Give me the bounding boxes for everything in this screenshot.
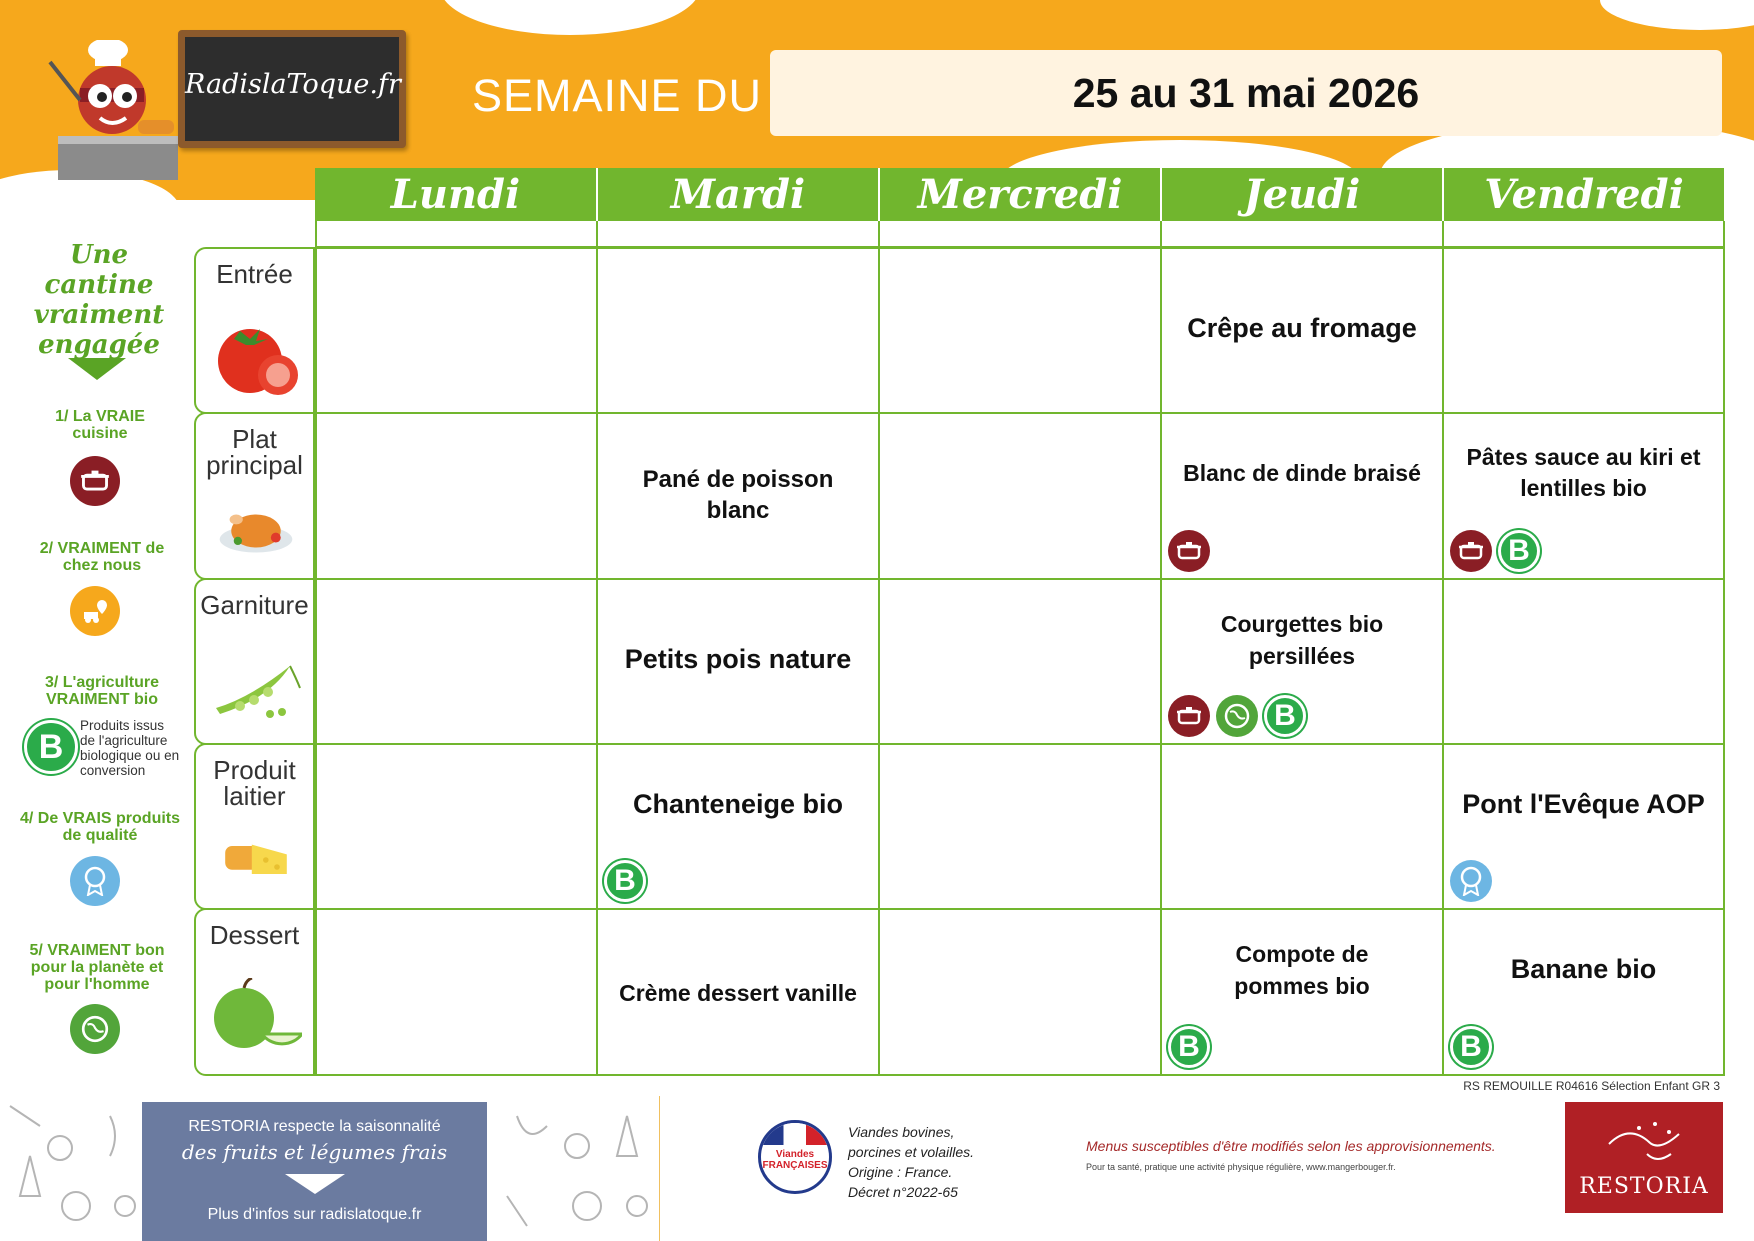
footer-divider <box>659 1096 660 1241</box>
day-subheader <box>315 221 598 248</box>
dish-name: Chanteneige bio <box>632 789 843 819</box>
dish-name: Pont l'Evêque AOP <box>1462 789 1705 819</box>
health-note: Pour ta santé, pratique une activité physique régulière, www.mangerbouger.fr. <box>1086 1162 1396 1172</box>
quality-seal-icon <box>1450 860 1492 902</box>
engagement-point-5: 5/ VRAIMENT bon pour la planète et pour l'homme <box>29 942 165 993</box>
bio-icon: B <box>1498 530 1540 572</box>
site-logo-text: RadislaToque.fr <box>185 69 401 100</box>
viandes-line: porcines et volailles. <box>848 1144 975 1160</box>
viandes-logo-text: Viandes FRANÇAISES <box>762 1149 828 1171</box>
menu-cell-mardi-entree <box>596 247 880 414</box>
dish-name: Courgettes bio persillées <box>1220 611 1384 669</box>
dish-name: Banane bio <box>1510 954 1657 984</box>
viandes-line: Origine : France. <box>848 1164 953 1180</box>
menu-cell-mardi-laitier <box>596 743 880 910</box>
day-subheader <box>1442 221 1725 248</box>
bio-note: Produits issus de l'agriculture biologique ou en conversion <box>80 718 180 778</box>
menu-cell-lundi-laitier <box>315 743 598 910</box>
category-entree <box>194 247 315 414</box>
menu-cell-lundi-plat <box>315 412 598 580</box>
viandes-info <box>848 1122 974 1202</box>
label-badges <box>1450 1026 1492 1068</box>
category-label: Plat principal <box>206 424 303 480</box>
quality-seal-icon <box>70 856 120 906</box>
pot-icon <box>70 456 120 506</box>
restoria-logo <box>1565 1102 1723 1213</box>
menu-cell-vendredi-laitier <box>1442 743 1725 910</box>
site-logo-board[interactable] <box>178 30 406 148</box>
viandes-line: Décret n°2022-65 <box>848 1184 958 1200</box>
dish-name: Compote de pommes bio <box>1234 941 1370 999</box>
category-label: Entrée <box>216 259 293 289</box>
week-range: 25 au 31 mai 2026 <box>1072 70 1420 116</box>
cheese-icon <box>210 839 302 895</box>
engagement-point-1: 1/ La VRAIE cuisine <box>55 408 145 442</box>
bio-icon: B <box>1168 1026 1210 1068</box>
category-dessert <box>194 908 315 1076</box>
category-label: Dessert <box>209 920 300 950</box>
day-header-mercredi: Mercredi <box>880 168 1162 221</box>
french-flag-icon <box>761 1123 829 1145</box>
day-subheader <box>1160 221 1444 248</box>
label-badges <box>604 860 646 902</box>
cloud-decoration <box>440 0 700 35</box>
menu-cell-vendredi-dessert <box>1442 908 1725 1076</box>
seasonality-banner[interactable] <box>142 1102 487 1241</box>
menu-cell-vendredi-garniture <box>1442 578 1725 745</box>
engagement-point-2: 2/ VRAIMENT de chez nous <box>39 540 165 574</box>
dish-name: Crêpe au fromage <box>1187 313 1417 343</box>
category-garniture <box>194 578 315 745</box>
menu-cell-lundi-garniture <box>315 578 598 745</box>
week-label: SEMAINE DU <box>472 70 763 121</box>
menu-cell-lundi-dessert <box>315 908 598 1076</box>
apple-icon <box>210 978 302 1058</box>
menu-cell-vendredi-entree <box>1442 247 1725 414</box>
viandes-francaises-logo <box>758 1120 832 1194</box>
dish-name: Crème dessert vanille <box>619 980 857 1006</box>
day-header-lundi: Lundi <box>315 168 598 221</box>
menu-cell-jeudi-garniture <box>1160 578 1444 745</box>
banner-line1: RESTORIA respecte la saisonnalité <box>188 1118 441 1135</box>
viandes-line: Viandes bovines, <box>848 1124 955 1140</box>
dish-name: Pané de poisson blanc <box>642 466 834 524</box>
arrow-down-icon <box>285 1174 345 1194</box>
label-badges <box>1168 1026 1210 1068</box>
slogan: Une cantine vraiment engagée <box>33 240 165 360</box>
engagement-point-4: 4/ De VRAIS produits de qualité <box>19 810 181 844</box>
category-laitier <box>194 743 315 910</box>
pot-icon <box>1168 695 1210 737</box>
vegetables-pattern-icon <box>0 1096 142 1241</box>
label-badges <box>1168 695 1306 737</box>
day-subheader <box>878 221 1162 248</box>
tomato-icon <box>210 317 302 397</box>
menu-cell-mercredi-laitier <box>878 743 1162 910</box>
day-header-mardi: Mardi <box>598 168 880 221</box>
menu-cell-jeudi-entree <box>1160 247 1444 414</box>
menu-cell-mercredi-garniture <box>878 578 1162 745</box>
category-label: Garniture <box>200 590 309 620</box>
menu-cell-mardi-garniture <box>596 578 880 745</box>
label-badges <box>1168 530 1210 572</box>
menu-cell-jeudi-plat <box>1160 412 1444 580</box>
menu-cell-jeudi-laitier <box>1160 743 1444 910</box>
cloud-decoration <box>1600 0 1754 30</box>
banner-line2: des fruits et légumes frais <box>181 1140 448 1164</box>
bio-icon: B <box>604 860 646 902</box>
vegetables-pattern-icon <box>487 1096 660 1241</box>
menu-cell-lundi-entree <box>315 247 598 414</box>
label-badges <box>1450 860 1492 902</box>
category-label: Produit laitier <box>213 755 296 811</box>
peas-icon <box>210 648 302 728</box>
bio-icon: B <box>24 720 78 774</box>
restoria-name: RESTORIA <box>1579 1174 1709 1199</box>
menu-cell-mardi-plat <box>596 412 880 580</box>
earth-icon <box>70 1004 120 1054</box>
roast-chicken-icon <box>210 498 302 564</box>
pot-icon <box>1450 530 1492 572</box>
bio-icon: B <box>1264 695 1306 737</box>
dish-name: Pâtes sauce au kiri et lentilles bio <box>1466 444 1701 501</box>
menu-cell-mercredi-dessert <box>878 908 1162 1076</box>
day-header-jeudi: Jeudi <box>1162 168 1444 221</box>
menu-reference: RS REMOUILLE R04616 Sélection Enfant GR 3 <box>1463 1079 1720 1093</box>
menu-cell-mercredi-plat <box>878 412 1162 580</box>
day-header-vendredi: Vendredi <box>1444 168 1724 221</box>
arrow-down-icon <box>68 358 126 380</box>
week-range-box <box>770 50 1722 136</box>
dish-name: Petits pois nature <box>624 644 852 674</box>
menu-cell-jeudi-dessert <box>1160 908 1444 1076</box>
engagement-point-3: 3/ L'agriculture VRAIMENT bio <box>44 674 160 708</box>
menus-note: Menus susceptibles d'être modifiés selon les approvisionnements. <box>1086 1138 1496 1154</box>
menu-cell-vendredi-plat <box>1442 412 1725 580</box>
day-subheader <box>596 221 880 248</box>
banner-link[interactable]: Plus d'infos sur radislatoque.fr <box>207 1206 422 1223</box>
label-badges <box>1450 530 1540 572</box>
chef-mascot-icon <box>40 40 180 180</box>
restoria-emblem-icon <box>1599 1114 1689 1174</box>
menu-cell-mardi-dessert <box>596 908 880 1076</box>
category-plat <box>194 412 315 580</box>
menu-cell-mercredi-entree <box>878 247 1162 414</box>
pot-icon <box>1168 530 1210 572</box>
earth-icon <box>1216 695 1258 737</box>
local-farm-icon <box>70 586 120 636</box>
dish-name: Blanc de dinde braisé <box>1183 460 1421 486</box>
bio-icon: B <box>1450 1026 1492 1068</box>
